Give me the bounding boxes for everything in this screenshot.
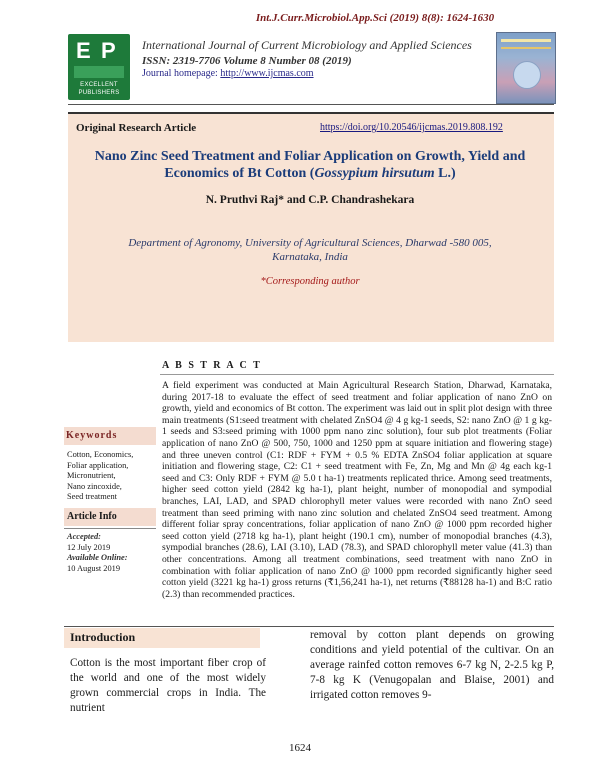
keywords-heading: Keywords [66, 430, 118, 441]
logo-subtext-1: EXCELLENT [80, 82, 118, 88]
keywords-list [67, 450, 159, 503]
abstract-divider [160, 374, 554, 375]
article-info-divider [64, 528, 156, 529]
title-species: Gossypium hirsutum [314, 166, 435, 181]
abstract-heading: A B S T R A C T [162, 360, 262, 371]
logo-letter-p: P [101, 38, 116, 63]
homepage-link[interactable]: http://www.ijcmas.com [220, 68, 314, 79]
abstract-text: A field experiment was conducted at Main Agricultural Research Station, Dharwad, Karnataka, during 2017-18 to evaluate the effect of seed treatment and foliar application of nano ZnO on growth, yield and economics of Bt cotton. The experiment was laid out in split plot design with three main treatments (S1:seed treatment with chelated ZnSO4 @ 4 g kg-1 seeds, S2: nano ZnO @ 1 g kg-1 seeds and S3:seed priming with 1000 ppm nano zinc solution), four sub plot treatments (Foliar application of nano ZnO @ 500, 750, 1000 and 1250 ppm at square initiation and flowering stage) and three uneven control (C1: RDF + FYM + 0.5 % EDTA ZnSO4 foliar application at square initiation and flowering stage, C2: C1 + seed treatment with Fe, Zn, Mg and Mn @ 4g each kg-1 seed and C3: Only RDF + FYM @ 5.0 t ha-1) treatments replicated thrice. Among seed treatments, higher seed cotton yield (2842 kg ha-1), plant height, number of monopodial and sympodial branches, LAI, LAD, and SPAD chlorophyll meter values were recorded with nano ZnO seed treatment than seed priming with nano zinc solution and chelated ZnSO4 seed treatment. Among different foliar spray concentrations, foliar application of nano ZnO @ 1000 ppm recorded higher seed cotton yield (2718 kg ha-1), plant height (190.1 cm), number of monopodial branches (4.3), sympodial branches (28.6), LAI (3.10), LAD (78.3), and SPAD chlorophyll meter value (41.3) than other concentrations. Among all treatment combinations, seed treatment with nano ZnO in combination with foliar application of nano ZnO @ 1000 ppm recorded significantly higher seed cotton yield (3221 kg ha-1) gross returns (₹1,56,241 ha-1), net returns (₹88128 ha-1) and B:C ratio (2.3) than recommended practices. [162, 380, 552, 600]
issn-volume: ISSN: 2319-7706 Volume 8 Number 08 (2019) [142, 55, 352, 67]
introduction-heading: Introduction [70, 630, 136, 644]
corresponding-author-note: *Corresponding author [260, 276, 360, 287]
affiliation [72, 236, 548, 264]
journal-name: International Journal of Current Microbiology and Applied Sciences [142, 38, 472, 52]
header-divider [68, 104, 554, 105]
publisher-logo [68, 34, 130, 100]
keyword-item: Seed treatment [67, 492, 117, 502]
accepted-label: Accepted: [67, 532, 101, 541]
title-suffix: L.) [434, 166, 456, 181]
journal-cover-image [496, 32, 556, 104]
logo-subtext-2: PUBLISHERS [78, 90, 120, 96]
logo-letter-e: E [76, 38, 91, 63]
keyword-item: Cotton, Economics, [67, 450, 134, 459]
introduction-right-column: removal by cotton plant depends on growing conditions and yield potential of the cultivar. On an average rainfed cotton removes 6-7 kg N, 2-2.5 kg P, 7-8 kg K (Venugopalan and Blaise, 2001) and irrigated cotton removes 9- [310, 629, 554, 701]
title-prefix: Economics of Bt Cotton ( [164, 166, 315, 181]
title-panel [68, 112, 554, 342]
accepted-date: 12 July 2019 [67, 542, 111, 552]
article-info [67, 532, 159, 574]
page-number: 1624 [289, 742, 311, 754]
title-line-2 [72, 165, 548, 182]
journal-info [142, 38, 492, 102]
title-line-1: Nano Zinc Seed Treatment and Foliar Application on Growth, Yield and [94, 149, 526, 164]
cover-emblem [513, 61, 541, 89]
logo-band [74, 66, 124, 78]
homepage-label: Journal homepage: [142, 68, 221, 79]
authors: N. Pruthvi Raj* and C.P. Chandrashekara [205, 194, 415, 206]
journal-homepage [142, 68, 492, 79]
affiliation-line-2: Karnataka, India [272, 251, 348, 263]
keyword-item: Foliar application, [67, 460, 129, 470]
keyword-item: Micronutrient, [67, 471, 116, 481]
introduction-divider [64, 626, 554, 627]
doi-link[interactable]: https://doi.org/10.20546/ijcmas.2019.808.192 [320, 122, 503, 133]
affiliation-line-1: Department of Agronomy, University of Agricultural Sciences, Dharwad -580 005, [128, 237, 492, 249]
cover-band-mid [501, 47, 551, 49]
available-online-date: 10 August 2019 [67, 563, 121, 573]
article-title [72, 148, 548, 182]
article-info-heading: Article Info [67, 511, 117, 522]
available-online-label: Available Online: [67, 553, 128, 563]
introduction-left-column: Cotton is the most important fiber crop of the world and one of the most widely grown commercial crops in India. The nutrient [70, 657, 266, 714]
title-panel-border [68, 112, 554, 114]
journal-citation: Int.J.Curr.Microbiol.App.Sci (2019) 8(8): 1624-1630 [255, 12, 495, 24]
keyword-item: Nano zincoxide, [67, 481, 122, 491]
article-type: Original Research Article [76, 122, 197, 134]
cover-band-top [501, 39, 551, 42]
